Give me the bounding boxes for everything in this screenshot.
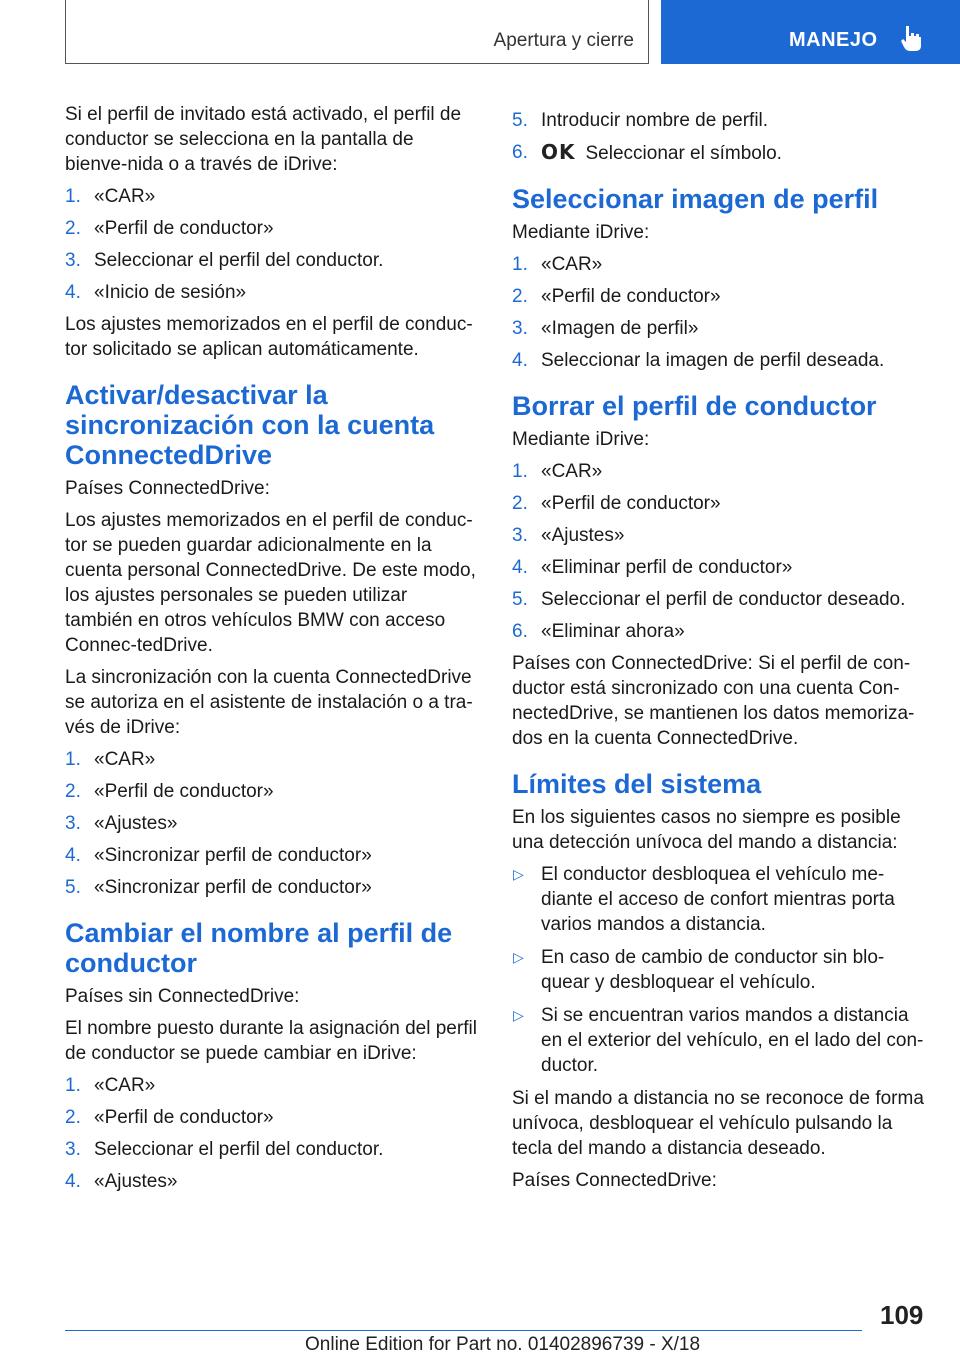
step-text: Seleccionar la imagen de perfil deseada. — [541, 350, 885, 371]
step-number: 4. — [65, 282, 81, 303]
step-text: «CAR» — [541, 461, 603, 482]
header-section-tab[interactable] — [65, 0, 649, 64]
step-number: 3. — [65, 1139, 81, 1160]
step-number: 4. — [512, 350, 528, 371]
header-chapter-tab[interactable] — [661, 0, 960, 64]
triangle-bullet-icon: ▷ — [513, 1007, 524, 1023]
step-text: «Perfil de conductor» — [94, 781, 274, 802]
list-item — [512, 284, 927, 309]
step-text: «CAR» — [94, 186, 156, 207]
step-text: «Eliminar perfil de conductor» — [541, 557, 793, 578]
list-item — [512, 491, 927, 516]
profile-image-intro: Mediante iDrive: — [512, 222, 650, 243]
system-limits-intro: En los siguientes casos no siempre es posible una detección unívoca del mando a distancia: — [512, 807, 901, 853]
list-item — [512, 252, 927, 277]
step-text: «Sincronizar perfil de conductor» — [94, 845, 372, 866]
intro-paragraph: Si el perfil de invitado está activado, el perfil de conductor se selecciona en la pantalla de bienve-nida o a través de iDrive: — [65, 104, 462, 175]
profile-image-steps — [512, 252, 927, 373]
list-item: 6. OK Seleccionar el símbolo. — [512, 140, 782, 164]
footer-edition: Online Edition for Part no. 01402896739 - X/18 — [305, 1334, 701, 1355]
triangle-bullet-icon: ▷ — [513, 949, 524, 965]
list-item — [65, 779, 480, 804]
list-item — [65, 843, 480, 868]
rename-countries: Países sin ConnectedDrive: — [65, 986, 300, 1007]
guest-login-steps — [65, 184, 480, 305]
step-number: 4. — [512, 557, 528, 578]
list-item — [65, 1073, 480, 1098]
step-text: «Sincronizar perfil de conductor» — [94, 877, 372, 898]
step-text: «CAR» — [94, 749, 156, 770]
sync-heading: Activar/desactivar la sincronización con la cuenta ConnectedDrive — [65, 380, 435, 470]
step-number: 2. — [65, 1107, 81, 1128]
step-number: 6. — [512, 621, 528, 642]
step-text: «Ajustes» — [94, 813, 178, 834]
list-item — [65, 1137, 480, 1162]
list-item — [512, 619, 927, 644]
list-item — [65, 1105, 480, 1130]
list-item — [65, 184, 480, 209]
rename-description: El nombre puesto durante la asignación del perfil de conductor se puede cambiar en iDrive: — [65, 1018, 477, 1064]
step-number: 1. — [512, 461, 528, 482]
right-column — [512, 102, 927, 1200]
step-text: «Perfil de conductor» — [541, 493, 721, 514]
step-number: 5. — [512, 589, 528, 610]
triangle-bullet-icon: ▷ — [513, 866, 524, 882]
step-number: 2. — [512, 286, 528, 307]
step-number: 5. — [65, 877, 81, 898]
system-limits-bullets — [512, 862, 927, 1078]
step-number: 2. — [65, 218, 81, 239]
list-item: ▷ El conductor desbloquea el vehículo me-diante el acceso de confort mientras porta varios mandos a distancia. — [513, 864, 895, 935]
list-item — [65, 811, 480, 836]
list-item: 5. Introducir nombre de perfil. — [512, 110, 769, 131]
step-text: «CAR» — [94, 1075, 156, 1096]
system-limits-unlock: Si el mando a distancia no se reconoce de forma unívoca, desbloquear el vehículo pulsando la tecla del mando a distancia deseado. — [512, 1088, 924, 1159]
rename-steps — [65, 1073, 480, 1194]
list-item — [512, 459, 927, 484]
list-item — [512, 316, 927, 341]
sync-steps — [65, 747, 480, 900]
list-item — [65, 280, 480, 305]
step-text: Seleccionar el perfil de conductor deseado. — [541, 589, 906, 610]
step-text: «Ajustes» — [541, 525, 625, 546]
sync-description: Los ajustes memorizados en el perfil de conduc-tor se pueden guardar adicionalmente en la cuenta personal ConnectedDrive. De este modo, los ajustes personales se pueden utilizar también en otros vehículos BMW con acceso Connec-tedDrive. — [65, 510, 476, 656]
steering-hand-icon — [899, 24, 923, 52]
step-number: 4. — [65, 1171, 81, 1192]
list-item: ▷ Si se encuentran varios mandos a distancia en el exterior del vehículo, en el lado del con-ductor. — [513, 1005, 924, 1076]
after-login-paragraph: Los ajustes memorizados en el perfil de conduc-tor solicitado se aplican automáticamente. — [65, 314, 473, 360]
list-item — [65, 248, 480, 273]
step-text: «Inicio de sesión» — [94, 282, 247, 303]
list-item — [512, 587, 927, 612]
step-number: 1. — [65, 186, 81, 207]
left-column — [65, 102, 480, 1201]
step-text: «Ajustes» — [94, 1171, 178, 1192]
header-section-label: Apertura y cierre — [493, 30, 634, 51]
step-number: 4. — [65, 845, 81, 866]
list-item — [65, 747, 480, 772]
step-number: 2. — [512, 493, 528, 514]
step-number: 1. — [65, 1075, 81, 1096]
ok-symbol-icon: OK — [541, 140, 576, 164]
list-item: ▷ En caso de cambio de conductor sin blo-quear y desbloquear el vehículo. — [513, 947, 885, 993]
step-text: «Imagen de perfil» — [541, 318, 699, 339]
step-text: «Perfil de conductor» — [94, 1107, 274, 1128]
step-text: «Perfil de conductor» — [541, 286, 721, 307]
footer-divider — [65, 1330, 862, 1331]
step-number: 3. — [512, 525, 528, 546]
step-text: «CAR» — [541, 254, 603, 275]
step-number: 3. — [65, 250, 81, 271]
delete-profile-intro: Mediante iDrive: — [512, 429, 650, 450]
step-text: Seleccionar el perfil del conductor. — [94, 1139, 384, 1160]
sync-countries: Países ConnectedDrive: — [65, 478, 270, 499]
delete-profile-note: Países con ConnectedDrive: Si el perfil de con-ductor está sincronizado con una cuenta Con-nectedDrive, se mantienen los datos memoriza-dos en la cuenta ConnectedDrive. — [512, 653, 915, 749]
step-text: Seleccionar el perfil del conductor. — [94, 250, 384, 271]
system-limits-heading: Límites del sistema — [512, 769, 762, 799]
list-item — [512, 555, 927, 580]
list-item — [65, 875, 480, 900]
list-item — [65, 1169, 480, 1194]
step-number: 1. — [512, 254, 528, 275]
list-item — [512, 348, 927, 373]
step-text: «Eliminar ahora» — [541, 621, 685, 642]
step-number: 3. — [65, 813, 81, 834]
list-item — [65, 216, 480, 241]
list-item — [512, 523, 927, 548]
step-number: 2. — [65, 781, 81, 802]
step-number: 1. — [65, 749, 81, 770]
profile-image-heading: Seleccionar imagen de perfil — [512, 184, 879, 214]
step-number: 3. — [512, 318, 528, 339]
step-text: «Perfil de conductor» — [94, 218, 274, 239]
rename-steps-continued — [512, 108, 927, 166]
delete-profile-steps — [512, 459, 927, 644]
page-number: 109 — [880, 1300, 924, 1330]
rename-heading: Cambiar el nombre al perfil de conductor — [65, 918, 453, 978]
delete-profile-heading: Borrar el perfil de conductor — [512, 391, 877, 421]
system-limits-countries: Países ConnectedDrive: — [512, 1170, 717, 1191]
header-chapter-label: MANEJO — [789, 29, 878, 51]
sync-authorize: La sincronización con la cuenta ConnectedDrive se autoriza en el asistente de instalación o a tra-vés de iDrive: — [65, 667, 473, 738]
